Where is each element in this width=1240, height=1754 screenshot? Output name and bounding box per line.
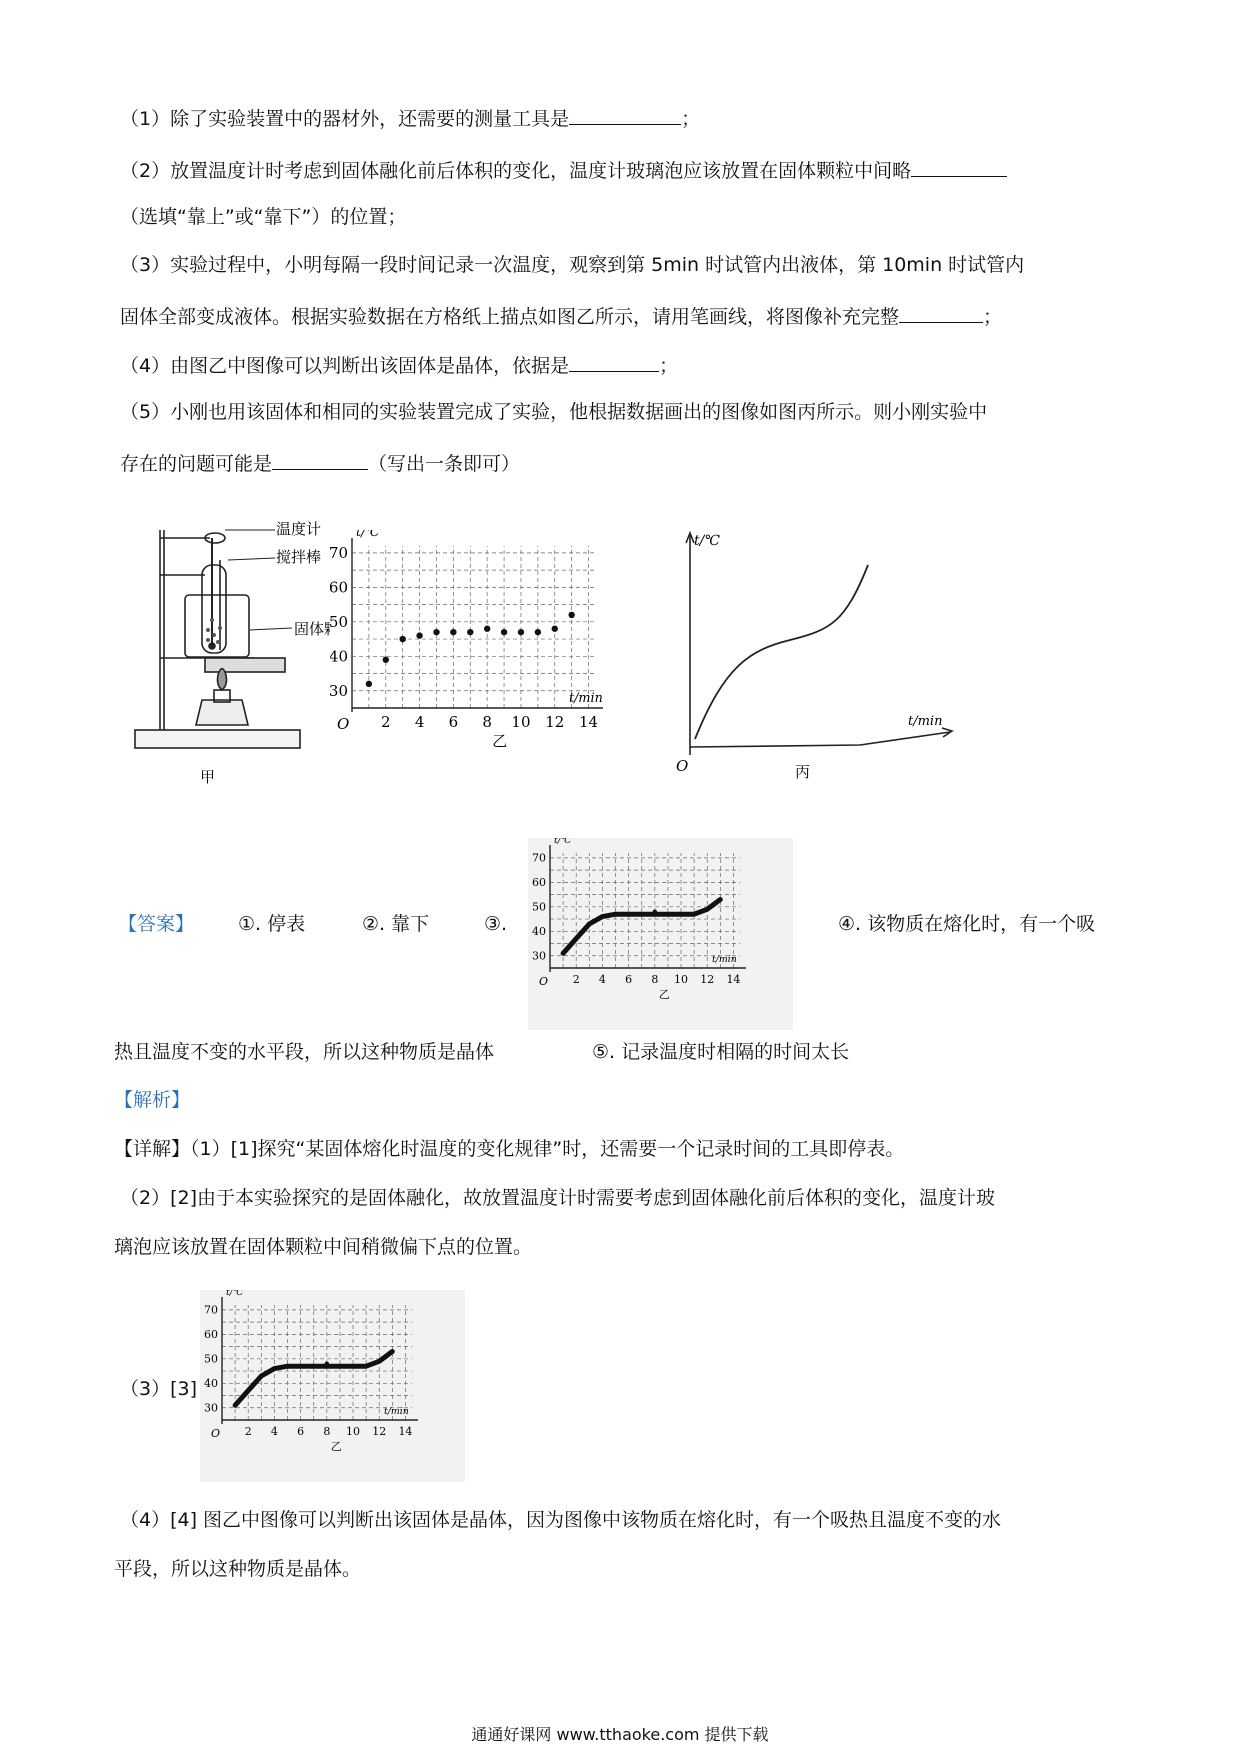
x-tick-label: 8 [323,1425,331,1438]
caption-jia: 甲 [200,768,216,786]
y-axis-label: t/℃ [554,838,572,846]
y-axis-label: t/℃ [226,1290,244,1298]
data-point [501,629,507,635]
caption-label: 乙 [330,1440,342,1453]
question-3-line2: 固体全部变成液体。根据实验数据在方格纸上描点如图乙所示，请用笔画线，将图像补充完整 ； [120,302,1002,329]
detail-1: 【详解】（1）[1]探究“某固体熔化时温度的变化规律”时，还需要一个记录时间的工具即停表。 [114,1138,905,1160]
answer-blank[interactable] [899,302,983,323]
origin-label: O [539,975,549,988]
detail-3: （3）[3] [120,1378,198,1400]
x-tick-label: 10 [511,713,531,731]
x-tick-label: 6 [448,713,459,731]
chart-yi [330,530,630,790]
detail-4-line2: 平段，所以这种物质是晶体。 [114,1558,362,1580]
caption-label: 乙 [492,732,508,750]
y-tick-label: 70 [330,544,348,563]
answer-blank[interactable] [911,156,1007,177]
y-tick-label: 40 [204,1377,218,1391]
figure-jia [130,520,330,795]
answer-4-cont: 热且温度不变的水平段，所以这种物质是晶体 [114,1041,495,1063]
apparatus-drawing [130,520,330,795]
detail-2-line1: （2）[2]由于本实验探究的是固体融化，故放置温度计时需要考虑到固体融化前后体积的变化，温度计玻 [120,1187,996,1209]
x-tick-label: 14 [726,973,741,986]
label-thermometer: 温度计 [276,520,322,538]
data-point [568,612,574,618]
x-axis-label: t/min [712,954,737,965]
figure-bing [670,515,960,795]
footer: 通通好课网 www.tthaoke.com 提供下载 [471,1725,769,1744]
question-2: （2）放置温度计时考虑到固体融化前后体积的变化，温度计玻璃泡应该放置在固体颗粒中间略 [120,156,1007,183]
y-tick-label: 40 [532,925,546,939]
y-tick-label: 30 [330,682,348,701]
x-tick-label: 4 [598,973,606,986]
chart-bing [670,515,960,795]
y-tick-label: 50 [204,1352,218,1366]
data-point [325,1362,329,1366]
bing-curve [695,565,868,739]
y-axis-label: t/℃ [356,530,380,540]
data-point [535,629,541,635]
answer-blank[interactable] [272,449,368,470]
origin-label: O [211,1427,221,1440]
wire-gauze [205,658,285,672]
detail-figure [200,1290,465,1482]
answer-figure [528,838,793,1030]
question-5-line1: （5）小刚也用该固体和相同的实验装置完成了实验，他根据数据画出的图像如图丙所示。则小刚实验中 [120,401,988,423]
data-point [450,629,456,635]
label-stirrer: 搅拌棒 [276,548,322,566]
bing-x-axis [690,732,950,747]
caption-label: 乙 [658,988,670,1001]
detail-chart [200,1290,465,1482]
y-tick-label: 30 [204,1401,218,1415]
grid [222,1305,412,1420]
question-5-line2: 存在的问题可能是 （写出一条即可） [120,449,520,476]
question-3-line1: （3）实验过程中，小明每隔一段时间记录一次温度，观察到第 5min 时试管内出液体，第 10min 时试管内 [120,254,1025,276]
answer-4: ④. 该物质在熔化时，有一个吸 [838,913,1096,935]
x-tick-label: 10 [674,973,689,986]
x-tick-label: 2 [381,713,391,731]
x-tick-label: 2 [572,973,580,986]
origin-label: O [337,715,350,733]
x-tick-label: 4 [270,1425,278,1438]
detail-4-line1: （4）[4] 图乙中图像可以判断出该固体是晶体，因为图像中该物质在熔化时，有一个吸热且温度不变的水 [120,1509,1002,1531]
x-tick-label: 8 [651,973,659,986]
caption-bing: 丙 [795,763,811,781]
bing-y-label: t/℃ [694,533,721,549]
data-point [399,636,405,642]
y-tick-label: 30 [532,949,546,963]
figure-yi [330,530,630,790]
answer-1: ①. 停表 [238,913,306,935]
y-tick-label: 70 [204,1303,218,1317]
analysis-label: 【解析】 [114,1089,191,1111]
question-4: （4）由图乙中图像可以判断出该固体是晶体，依据是 ； [120,351,678,378]
label-solid-particles: 固体 [294,620,325,638]
y-tick-label: 60 [204,1328,218,1342]
bing-x-label: t/min [908,714,943,729]
answer-blank[interactable] [569,351,659,372]
x-tick-label: 2 [244,1425,252,1438]
x-tick-label: 14 [579,713,599,731]
x-tick-label: 14 [398,1425,413,1438]
y-tick-label: 60 [532,876,546,890]
answer-label: 【答案】 [118,913,195,935]
detail-2-line2: 璃泡应该放置在固体颗粒中间稍微偏下点的位置。 [114,1236,533,1258]
answer-blank[interactable] [569,104,681,125]
y-tick-label: 60 [330,578,348,597]
data-point [552,626,558,632]
grid [352,546,597,708]
y-tick-label: 50 [532,900,546,914]
y-tick-label: 50 [330,613,348,632]
data-point [383,657,389,663]
x-tick-label: 10 [346,1425,361,1438]
y-tick-label: 70 [532,851,546,865]
data-point [416,632,422,638]
base-plate [135,730,300,748]
x-tick-label: 12 [700,973,715,986]
answer-3: ③. [484,913,508,935]
question-1: （1）除了实验装置中的器材外，还需要的测量工具是 ； [120,104,700,131]
data-point [467,629,473,635]
x-tick-label: 12 [545,713,565,731]
answer-2: ②. 靠下 [362,913,430,935]
grid [550,853,740,968]
x-tick-label: 8 [482,713,492,731]
x-tick-label: 12 [372,1425,387,1438]
data-point [653,910,657,914]
answer-5: ⑤. 记录温度时相隔的时间太长 [592,1041,850,1063]
y-tick-label: 40 [330,647,348,666]
x-axis-label: t/min [384,1406,409,1417]
bing-origin: O [676,757,689,775]
data-point [366,681,372,687]
x-tick-label: 6 [625,973,633,986]
data-point [518,629,524,635]
x-axis-label: t/min [569,691,603,706]
question-2-cont: （选填“靠上”或“靠下”）的位置； [120,206,407,228]
answer-chart [528,838,793,1030]
data-point [433,629,439,635]
x-tick-label: 6 [297,1425,305,1438]
x-tick-label: 4 [414,713,425,731]
data-point [484,626,490,632]
